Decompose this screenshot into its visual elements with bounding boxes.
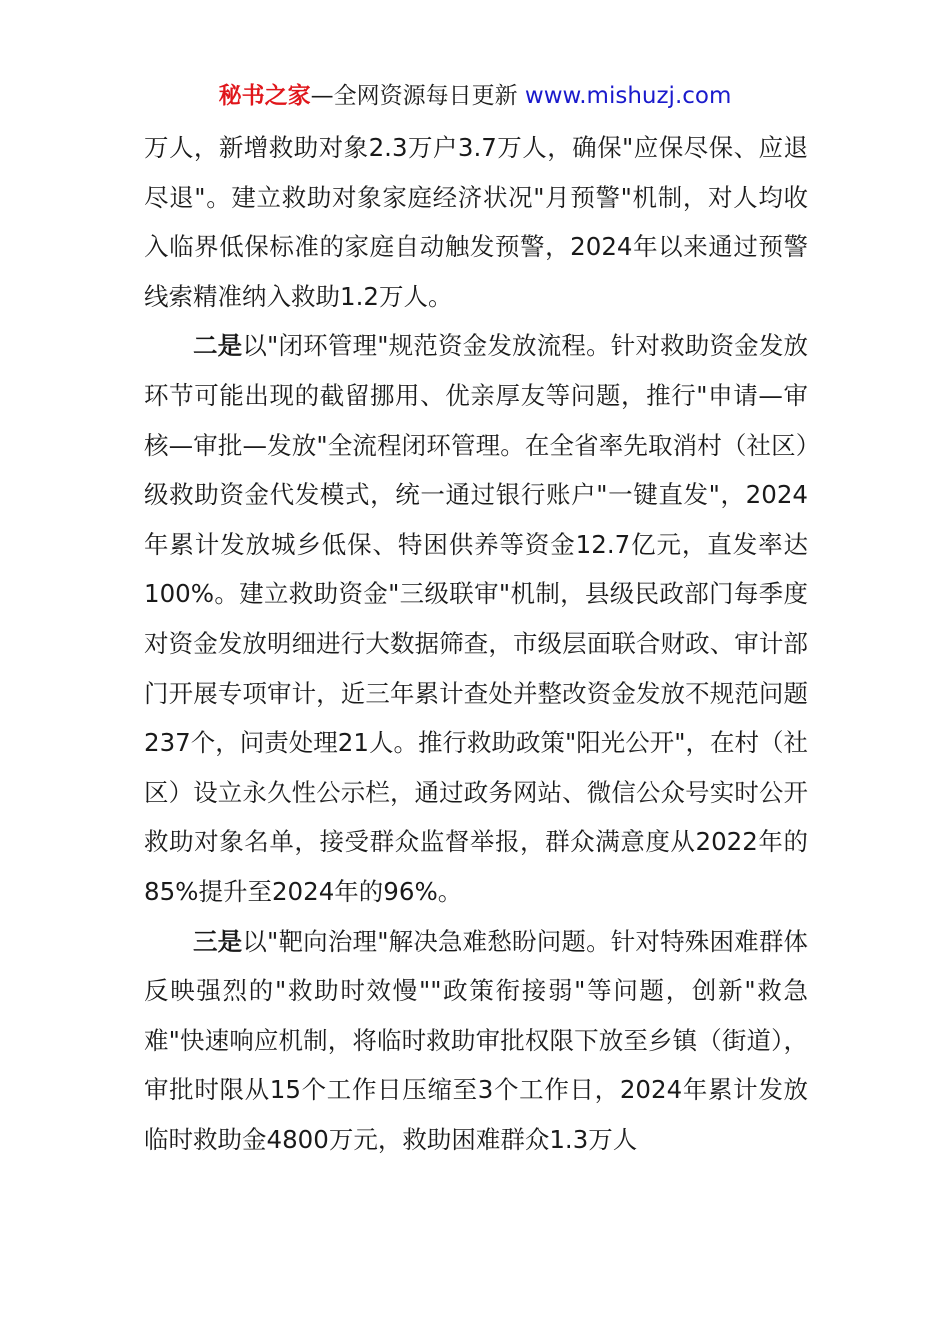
header-tagline: —全网资源每日更新	[310, 83, 518, 109]
site-header	[0, 80, 950, 112]
paragraph-1	[144, 123, 808, 321]
paragraph-2	[144, 321, 808, 916]
paragraph-text: 以"闭环管理"规范资金发放流程。针对救助资金发放环节可能出现的截留挪用、优亲厚友等问题，推行"申请—审核—审批—发放"全流程闭环管理。在全省率先取消村（社区）级救助资金代发模式，统一通过银行账户"一键直发"，2024年累计发放城乡低保、特困供养等资金12.7亿元，直发率达100%。建立救助资金"三级联审"机制，县级民政部门每季度对资金发放明细进行大数据筛查，市级层面联合财政、审计部门开展专项审计，近三年累计查处并整改资金发放不规范问题237个，问责处理21人。推行救助政策"阳光公开"，在村（社区）设立永久性公示栏，通过政务网站、微信公众号实时公开救助对象名单，接受群众监督举报，群众满意度从2022年的85%提升至2024年的96%。	[144, 331, 808, 906]
paragraph-text: 万人，新增救助对象2.3万户3.7万人，确保"应保尽保、应退尽退"。建立救助对象家庭经济状况"月预警"机制，对人均收入临界低保标准的家庭自动触发预警，2024年以来通过预警线索精准纳入救助1.2万人。	[144, 133, 808, 311]
paragraph-lead: 三是	[193, 926, 243, 956]
site-url[interactable]: www.mishuzj.com	[524, 83, 732, 109]
brand-name: 秘书之家	[218, 83, 311, 109]
document-body	[144, 123, 808, 1164]
paragraph-3	[144, 917, 808, 1165]
paragraph-lead: 二是	[193, 331, 243, 361]
paragraph-text: 以"靶向治理"解决急难愁盼问题。针对特殊困难群体反映强烈的"救助时效慢""政策衔接弱"等问题，创新"救急难"快速响应机制，将临时救助审批权限下放至乡镇（街道），审批时限从15个工作日压缩至3个工作日，2024年累计发放临时救助金4800万元，救助困难群众1.3万人	[144, 926, 808, 1154]
